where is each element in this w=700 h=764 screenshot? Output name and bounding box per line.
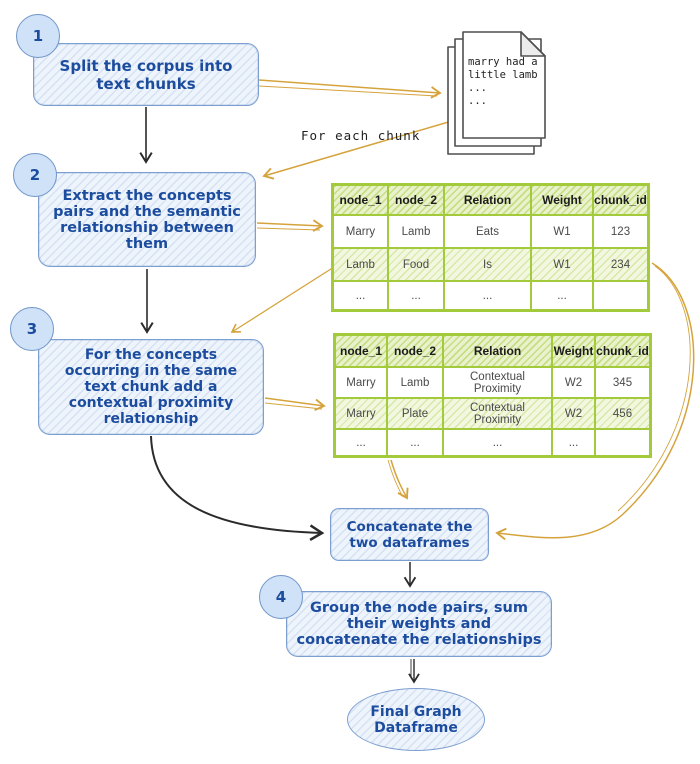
table2-cell: Plate: [387, 398, 443, 429]
for-each-chunk-label: For each chunk: [301, 128, 421, 143]
table1-header-weight: Weight: [531, 185, 593, 215]
document-line-2: little lamb: [468, 69, 538, 81]
table1-cell: W1: [531, 248, 593, 281]
table2-cell: ...: [443, 429, 552, 456]
table1-cell: Food: [388, 248, 444, 281]
document-line-4: ...: [468, 95, 487, 107]
table2-cell: 345: [595, 367, 650, 398]
table1-header-node2: node_2: [388, 185, 444, 215]
table2-cell: Marry: [335, 398, 387, 429]
step-4-box: [286, 591, 552, 657]
table1-cell: Eats: [444, 215, 531, 248]
document-text: [468, 56, 538, 108]
table1-cell: W1: [531, 215, 593, 248]
table1-cell: Marry: [333, 215, 388, 248]
final-graph-dataframe-node: [347, 688, 485, 751]
table2-cell: ...: [387, 429, 443, 456]
step-2-number: 2: [29, 166, 41, 184]
table1-header-relation: Relation: [444, 185, 531, 215]
table2-cell: ...: [335, 429, 387, 456]
table2-cell: Contextual Proximity: [443, 367, 552, 398]
semantic-relationship-table: [331, 183, 650, 312]
table2-header-node2: node_2: [387, 335, 443, 367]
step-4-number: 4: [275, 588, 287, 606]
document-line-1: marry had a: [468, 56, 538, 68]
table2-cell: W2: [552, 398, 595, 429]
table1-cell: Lamb: [333, 248, 388, 281]
table2-header-chunkid: chunk_id: [595, 335, 650, 367]
arrow-table2-to-concatenate: [391, 460, 407, 498]
step-4-label: Group the node pairs, sum their weights and concatenate the relationships: [296, 600, 542, 648]
arrow-document-to-step2: [264, 116, 469, 176]
table1-cell: 123: [593, 215, 648, 248]
step-2-badge: [13, 153, 57, 197]
contextual-proximity-table: [333, 333, 652, 458]
step-1-badge: [16, 14, 60, 58]
concatenate-label: Concatenate the two dataframes: [346, 518, 473, 551]
table2-cell: [595, 429, 650, 456]
step-2-label: Extract the concepts pairs and the semantic relationship between them: [53, 187, 241, 252]
table1-cell: Lamb: [388, 215, 444, 248]
table2-cell: 456: [595, 398, 650, 429]
table1-cell: Is: [444, 248, 531, 281]
table2-header-relation: Relation: [443, 335, 552, 367]
arrow-table1-to-step3: [232, 267, 334, 332]
table1-header-node1: node_1: [333, 185, 388, 215]
table1-cell: ...: [388, 281, 444, 310]
step-1-number: 1: [32, 27, 44, 45]
arrow-step3-to-concatenate: [151, 436, 322, 533]
step-4-badge: [259, 575, 303, 619]
table1-cell: [593, 281, 648, 310]
table1-cell: 234: [593, 248, 648, 281]
table2-cell: Lamb: [387, 367, 443, 398]
step-3-label: For the concepts occurring in the same text chunk add a contextual proximity relationship: [64, 347, 238, 427]
step-1-box: [33, 43, 259, 106]
final-node-label: Final Graph Dataframe: [370, 703, 462, 736]
step-3-badge: [10, 307, 54, 351]
table2-cell: ...: [552, 429, 595, 456]
step-1-label: Split the corpus into text chunks: [59, 56, 233, 93]
table2-header-weight: Weight: [552, 335, 595, 367]
document-line-3: ...: [468, 82, 487, 94]
arrow-table2-to-concatenate-doubleline: [388, 460, 403, 497]
table2-cell: Contextual Proximity: [443, 398, 552, 429]
table1-cell: ...: [531, 281, 593, 310]
table1-cell: ...: [333, 281, 388, 310]
table2-cell: Marry: [335, 367, 387, 398]
table2-header-node1: node_1: [335, 335, 387, 367]
step-3-box: [38, 339, 264, 435]
concatenate-box: [330, 508, 489, 561]
table2-cell: W2: [552, 367, 595, 398]
step-3-number: 3: [26, 320, 38, 338]
arrow-step2-to-table1-doubleline: [257, 228, 320, 230]
table1-header-chunkid: chunk_id: [593, 185, 648, 215]
arrow-step3-to-table2: [265, 398, 324, 406]
arrow-step2-to-table1: [257, 223, 322, 226]
table1-cell: ...: [444, 281, 531, 310]
step-2-box: [38, 172, 256, 267]
